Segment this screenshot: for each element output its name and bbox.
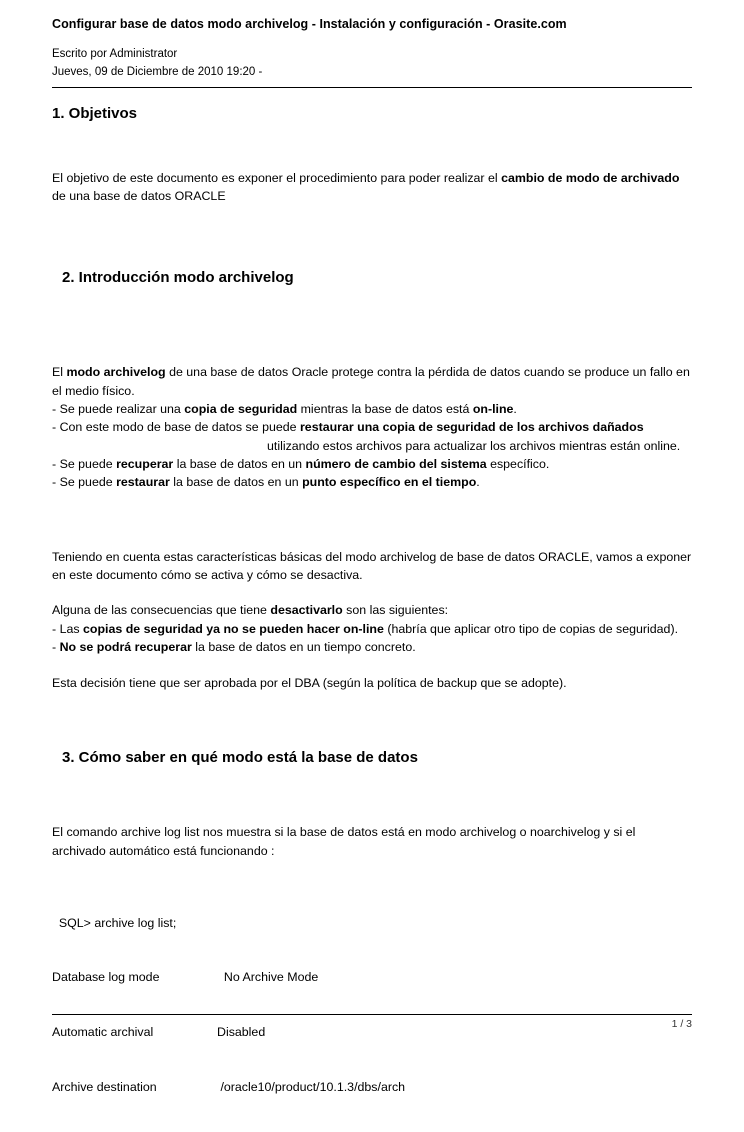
text-run-bold: copias de seguridad ya no se pueden hacer on-line — [83, 622, 384, 636]
text-run: mientras la base de datos está — [297, 402, 473, 416]
text-run: específico. — [487, 457, 550, 471]
console-output-block — [52, 877, 692, 1132]
paragraph-decision-dba: Esta decisión tiene que ser aprobada por el DBA (según la política de backup que se adopte). — [52, 674, 692, 692]
spacer — [52, 287, 692, 333]
paragraph-consecuencias — [52, 601, 692, 619]
text-run: - Las — [52, 622, 83, 636]
console-row — [52, 968, 692, 986]
spacer — [52, 767, 692, 813]
text-run: - Se puede — [52, 475, 116, 489]
document-header — [0, 0, 744, 82]
console-row-value: No Archive Mode — [217, 970, 318, 984]
text-run: . — [476, 475, 479, 489]
spacer — [52, 252, 692, 268]
console-row-value: Disabled — [217, 1025, 265, 1039]
text-run-bold: No se podrá recuperar — [60, 640, 192, 654]
section-heading-como-saber: 3. Cómo saber en qué modo está la base de datos — [62, 748, 692, 768]
paragraph-teniendo-en-cuenta: Teniendo en cuenta estas características básicas del modo archivelog de base de datos ORACLE, vamos a exponer en este documento cómo se activa y cómo se desactiva. — [52, 548, 692, 585]
text-run: (habría que aplicar otro tipo de copias de seguridad). — [384, 622, 678, 636]
text-run-bold: restaurar — [116, 475, 170, 489]
console-row-label: Archive destination — [52, 1078, 217, 1096]
section-heading-introduccion: 2. Introducción modo archivelog — [62, 268, 692, 288]
list-item-restaurar-punto — [52, 473, 692, 491]
console-row-label: Automatic archival — [52, 1023, 217, 1041]
spacer — [52, 333, 692, 363]
text-run-bold: on-line — [473, 402, 514, 416]
paragraph-comando-archive-log-list: El comando archive log list nos muestra si la base de datos está en modo archivelog o noarchivelog y si el archivado automático está funcionando : — [52, 823, 692, 860]
page-number: 1 / 3 — [0, 1015, 744, 1030]
spacer — [52, 123, 692, 169]
text-run-bold: restaurar una copia de seguridad de los archivos dañados — [300, 420, 644, 434]
page-title: Configurar base de datos modo archivelog - Instalación y configuración - Orasite.com — [52, 16, 692, 33]
text-run-bold: cambio de modo de archivado — [501, 171, 679, 185]
document-metadata — [52, 46, 692, 82]
text-run: la base de datos en un — [173, 457, 305, 471]
text-run-bold: recuperar — [116, 457, 173, 471]
list-item-copias-no-online — [52, 620, 692, 638]
author-line: Escrito por Administrator — [52, 46, 692, 64]
text-run: . — [513, 402, 516, 416]
text-run: El — [52, 365, 66, 379]
text-run: Alguna de las consecuencias que tiene — [52, 603, 270, 617]
section-heading-objetivos: 1. Objetivos — [52, 104, 692, 124]
list-item-restaurar-copia — [52, 418, 692, 455]
spacer — [52, 538, 692, 548]
spacer — [52, 206, 692, 252]
spacer — [52, 813, 692, 823]
text-run-bold: copia de seguridad — [184, 402, 297, 416]
console-prompt-line: SQL> archive log list; — [52, 914, 692, 932]
date-line: Jueves, 09 de Diciembre de 2010 19:20 - — [52, 64, 692, 82]
console-row-label: Database log mode — [52, 968, 217, 986]
text-run: de una base de datos ORACLE — [52, 189, 226, 203]
console-row — [52, 1078, 692, 1096]
spacer — [52, 492, 692, 538]
list-item-recuperar — [52, 455, 692, 473]
paragraph-objetivos — [52, 169, 692, 206]
spacer — [52, 860, 692, 877]
spacer — [52, 657, 692, 674]
spacer — [52, 88, 692, 104]
spacer — [52, 692, 692, 738]
spacer — [52, 738, 692, 748]
text-run-bold: número de cambio del sistema — [306, 457, 487, 471]
console-row-value: /oracle10/product/10.1.3/dbs/arch — [217, 1080, 405, 1094]
text-run: - Con este modo de base de datos se puede — [52, 420, 300, 434]
text-run-bold: desactivarlo — [270, 603, 342, 617]
text-run: la base de datos en un tiempo concreto. — [192, 640, 416, 654]
paragraph-archivelog-definition — [52, 363, 692, 400]
text-run-bold: modo archivelog — [66, 365, 165, 379]
text-run: utilizando estos archivos para actualizar los archivos mientras están online. — [267, 439, 680, 453]
spacer — [52, 584, 692, 601]
list-item-no-recuperar — [52, 638, 692, 656]
text-run: la base de datos en un — [170, 475, 302, 489]
document-body — [0, 88, 744, 1132]
text-run: son las siguientes: — [343, 603, 448, 617]
document-footer — [0, 1014, 744, 1030]
text-run: - Se puede realizar una — [52, 402, 184, 416]
text-run: - — [52, 640, 60, 654]
text-run: de una base de datos Oracle protege contra la pérdida de datos cuando se produce un fallo en el medio físico. — [52, 365, 690, 397]
text-run: El objetivo de este documento es exponer el procedimiento para poder realizar el — [52, 171, 501, 185]
text-run-bold: punto específico en el tiempo — [302, 475, 476, 489]
text-run: - Se puede — [52, 457, 116, 471]
list-item-copia-seguridad — [52, 400, 692, 418]
